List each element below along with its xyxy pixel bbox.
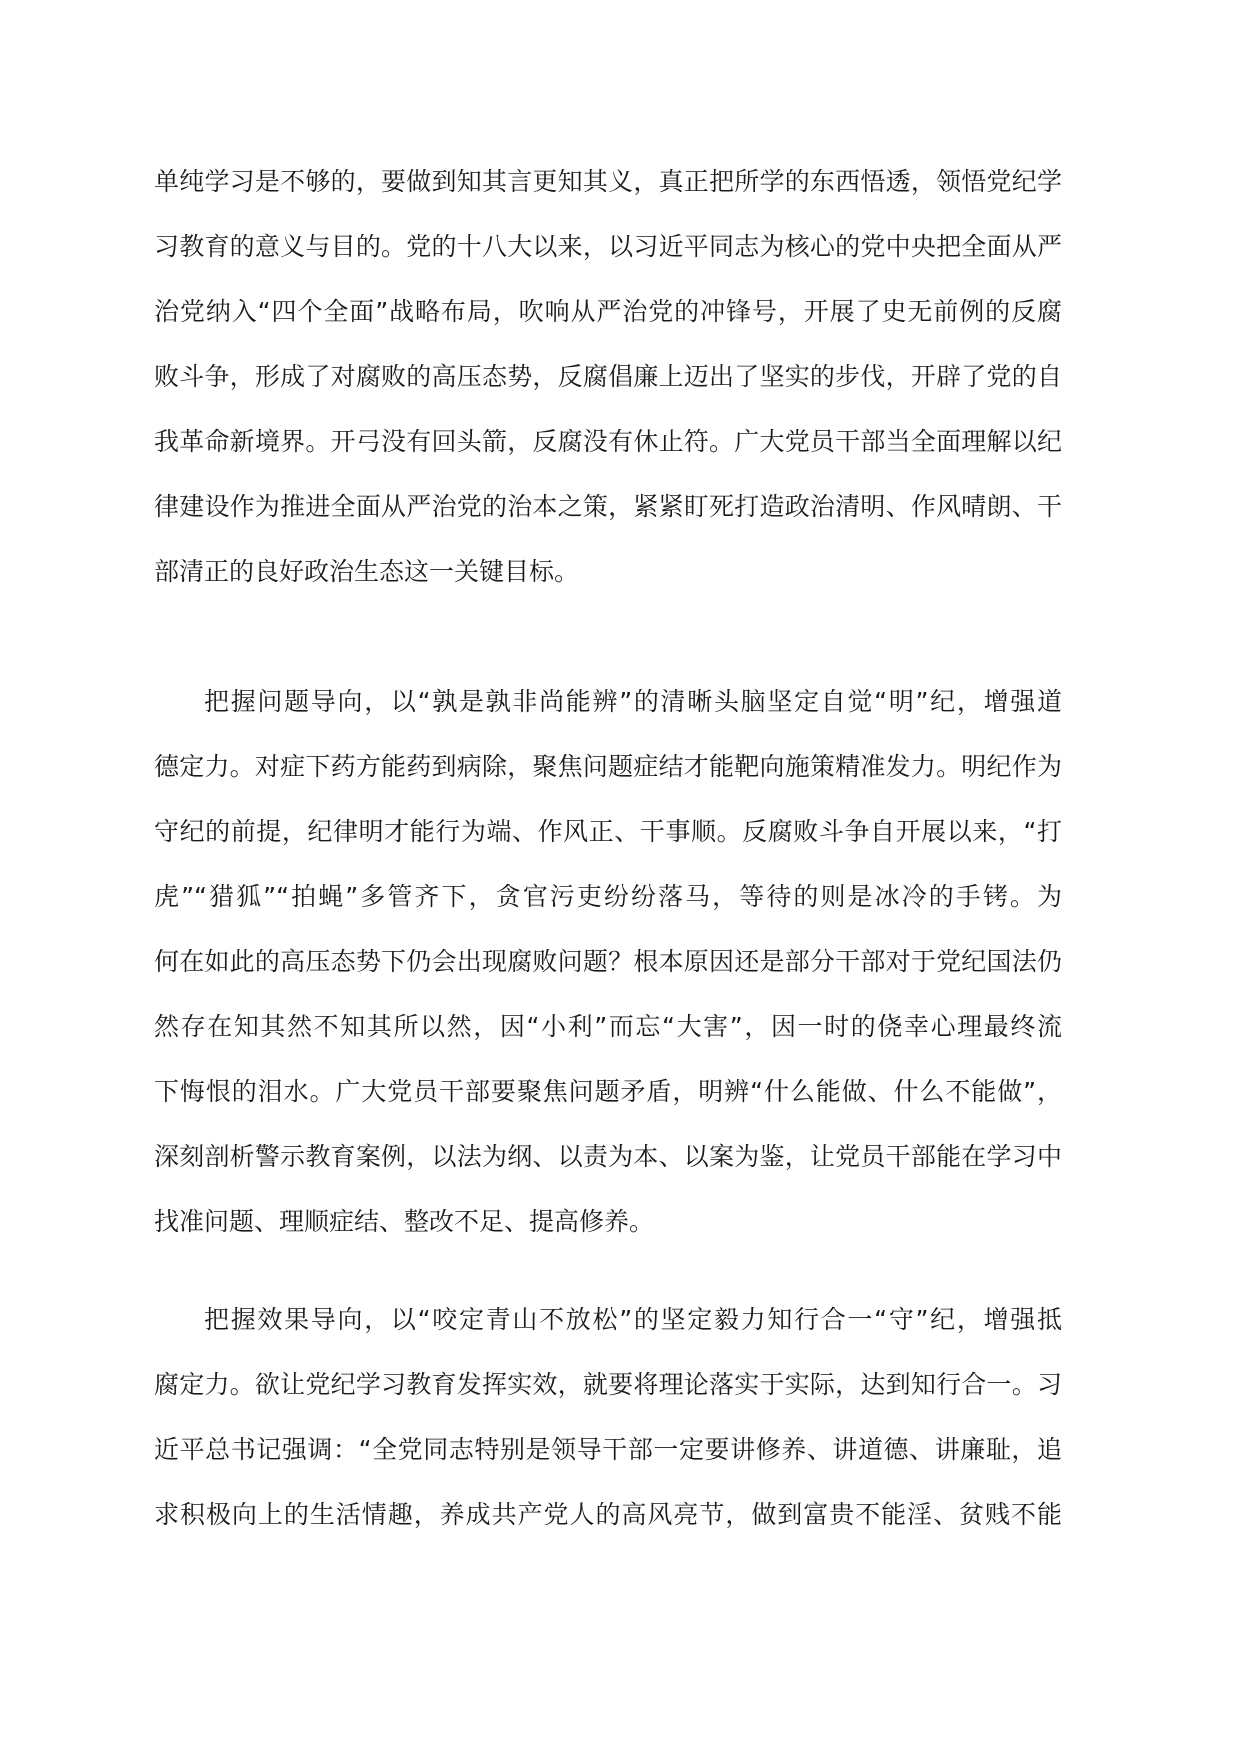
paragraph-1 — [154, 149, 1062, 604]
text-line: 我革命新境界。开弓没有回头箭，反腐没有休止符。广大党员干部当全面理解以纪 — [154, 427, 1062, 456]
text-line: 把握问题导向，以“孰是孰非尚能辨”的清晰头脑坚定自觉“明”纪，增强道 — [204, 687, 1062, 716]
text-line: 近平总书记强调：“全党同志特别是领导干部一定要讲修养、讲道德、讲廉耻，追 — [154, 1435, 1062, 1464]
text-line: 何在如此的高压态势下仍会出现腐败问题？根本原因还是部分干部对于党纪国法仍 — [154, 947, 1062, 976]
text-line: 腐定力。欲让党纪学习教育发挥实效，就要将理论落实于实际，达到知行合一。习 — [154, 1370, 1062, 1399]
text-line: 深刻剖析警示教育案例，以法为纲、以责为本、以案为鉴，让党员干部能在学习中 — [154, 1142, 1062, 1171]
paragraph-3 — [154, 1287, 1062, 1547]
paragraph-2 — [154, 669, 1062, 1254]
text-line: 守纪的前提，纪律明才能行为端、作风正、干事顺。反腐败斗争自开展以来，“打 — [154, 817, 1062, 846]
text-line: 治党纳入“四个全面”战略布局，吹响从严治党的冲锋号，开展了史无前例的反腐 — [154, 297, 1062, 326]
text-line: 败斗争，形成了对腐败的高压态势，反腐倡廉上迈出了坚实的步伐，开辟了党的自 — [154, 362, 1062, 391]
text-line: 下悔恨的泪水。广大党员干部要聚焦问题矛盾，明辨“什么能做、什么不能做”， — [154, 1077, 1062, 1106]
text-line: 习教育的意义与目的。党的十八大以来，以习近平同志为核心的党中央把全面从严 — [154, 232, 1062, 261]
text-line: 虎”“猎狐”“拍蝇”多管齐下，贪官污吏纷纷落马，等待的则是冰冷的手铐。为 — [154, 882, 1062, 911]
text-line: 把握效果导向，以“咬定青山不放松”的坚定毅力知行合一“守”纪，增强抵 — [204, 1305, 1062, 1334]
text-line: 单纯学习是不够的，要做到知其言更知其义，真正把所学的东西悟透，领悟党纪学 — [154, 167, 1062, 196]
text-line: 求积极向上的生活情趣，养成共产党人的高风亮节，做到富贵不能淫、贫贱不能 — [154, 1500, 1062, 1529]
text-line: 部清正的良好政治生态这一关键目标。 — [154, 557, 580, 586]
text-line: 律建设作为推进全面从严治党的治本之策，紧紧盯死打造政治清明、作风晴朗、干 — [154, 492, 1062, 521]
text-line: 找准问题、理顺症结、整改不足、提高修养。 — [154, 1207, 655, 1236]
text-line: 德定力。对症下药方能药到病除，聚焦问题症结才能靶向施策精准发力。明纪作为 — [154, 752, 1062, 781]
text-line: 然存在知其然不知其所以然，因“小利”而忘“大害”，因一时的侥幸心理最终流 — [154, 1012, 1062, 1041]
